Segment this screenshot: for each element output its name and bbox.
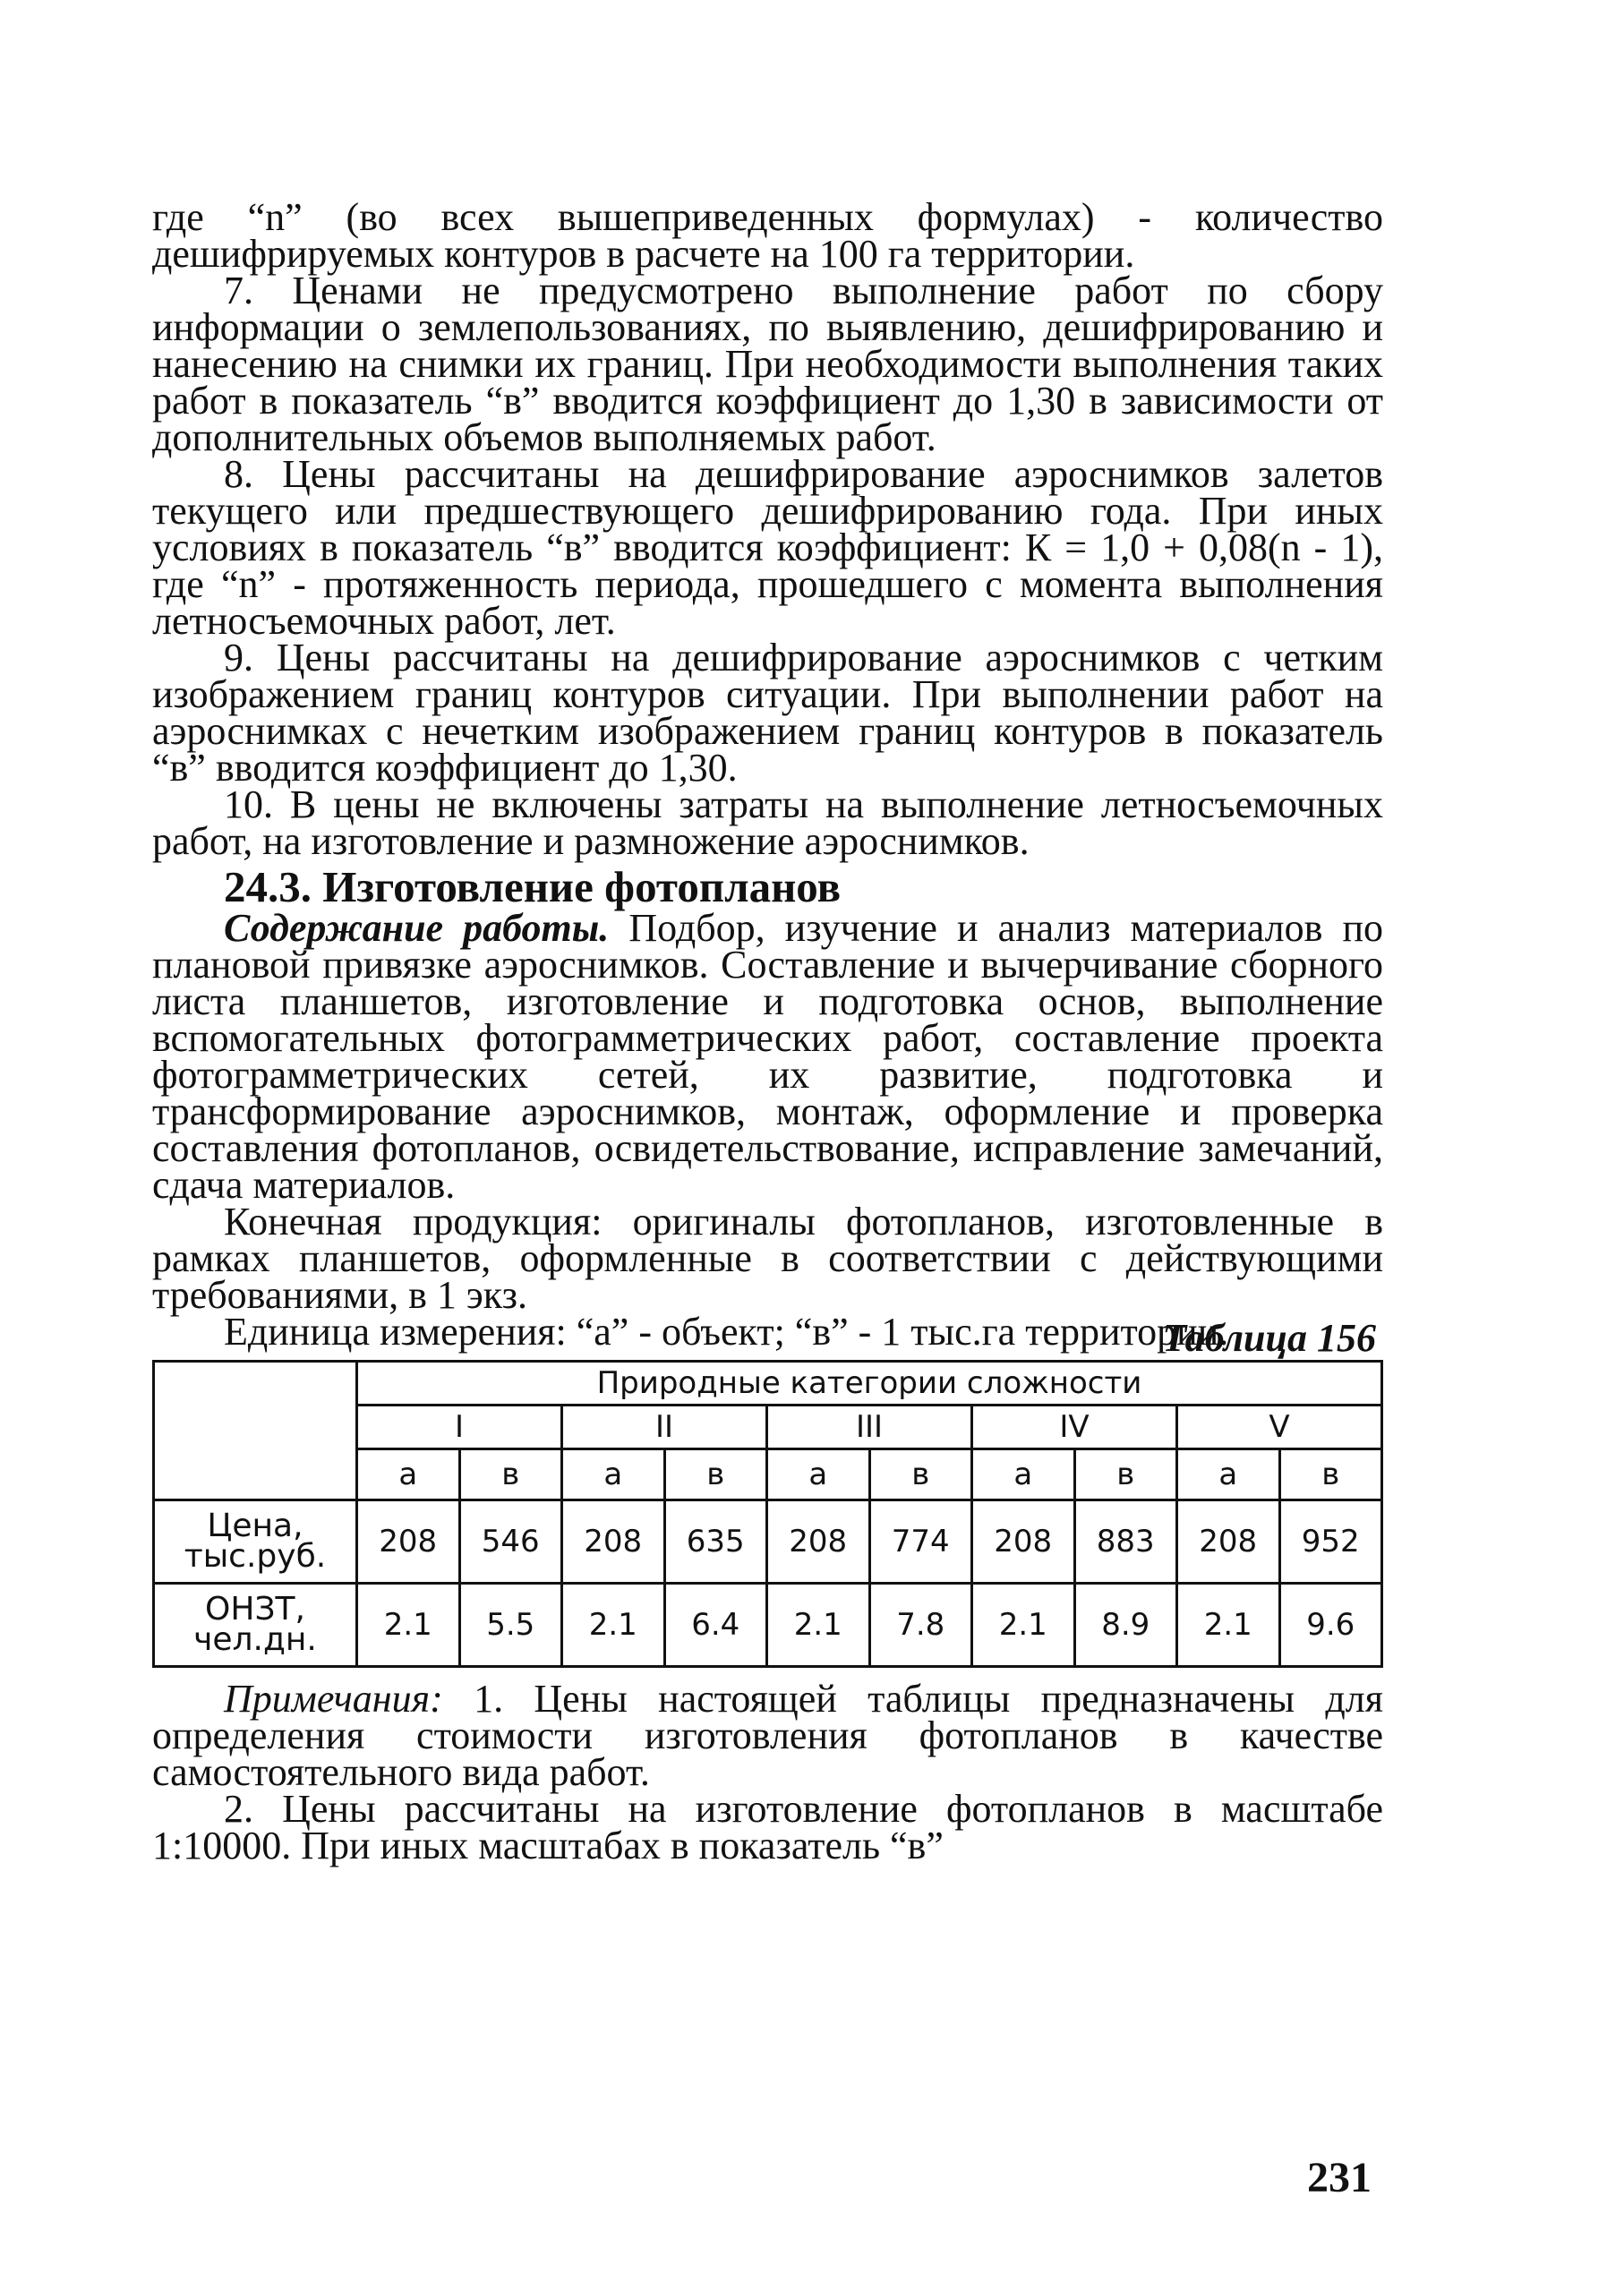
unit-header: а <box>767 1449 870 1500</box>
note-2: 2. Цены рассчитаны на изготовление фотопланов в масштабе 1:10000. При иных масштабах в показатель “в” <box>152 1787 1383 1867</box>
category-header: IV <box>972 1406 1177 1449</box>
table-cell: 208 <box>767 1500 870 1584</box>
table-cell: 2.1 <box>767 1584 870 1667</box>
paragraph-7: 7. Ценами не предусмотрено выполнение работ по сбору информации о землепользованиях, по выявлению, дешифрированию и нанесению на снимки их границ. При необходимости выполнения таких работ в показатель “в” вводится коэффициент до 1,30 в зависимости от дополнительных объемов выполняемых работ. <box>152 269 1383 459</box>
table-cell: 546 <box>459 1500 562 1584</box>
table-cell: 9.6 <box>1279 1584 1382 1667</box>
price-table <box>152 1360 1383 1668</box>
unit-measure-paragraph: Единица измерения: “а” - объект; “в” - 1 тыс.га территории. <box>224 1310 1229 1354</box>
table-cell: 8.9 <box>1074 1584 1177 1667</box>
work-content-text: Подбор, изучение и анализ материалов по плановой привязке аэроснимков. Составление и вычерчивание сборного листа планшетов, изготовление и подготовка основ, выполнение вспомогательных фотограмметрических работ, составление проекта фотограмметрических сетей, их развитие, подготовка и трансформирование аэроснимков, монтаж, оформление и проверка составления фотопланов, освидетельствование, исправление замечаний, сдача материалов. <box>152 906 1383 1207</box>
table-cell: 774 <box>869 1500 972 1584</box>
unit-header: а <box>562 1449 665 1500</box>
table-cell: 2.1 <box>972 1584 1075 1667</box>
table-caption: Таблица 156 <box>1162 1316 1376 1360</box>
unit-header: в <box>1074 1449 1177 1500</box>
category-header: II <box>562 1406 767 1449</box>
row-label: Цена, тыс.руб. <box>154 1500 357 1584</box>
table-title: Природные категории сложности <box>357 1362 1382 1406</box>
paragraph-10: 10. В цены не включены затраты на выполнение летносъемочных работ, на изготовление и размножение аэроснимков. <box>152 782 1383 863</box>
unit-header: в <box>869 1449 972 1500</box>
unit-header: в <box>1279 1449 1382 1500</box>
table-cell: 5.5 <box>459 1584 562 1667</box>
work-content-paragraph <box>152 906 1383 1207</box>
table-cell: 2.1 <box>357 1584 460 1667</box>
table-cell: 208 <box>1177 1500 1280 1584</box>
final-product-paragraph: Конечная продукция: оригиналы фотопланов, изготовленные в рамках планшетов, оформленные в соответствии с действующими требованиями, в 1 экз. <box>152 1200 1383 1317</box>
table-cell: 2.1 <box>1177 1584 1280 1667</box>
notes-lead: Примечания: <box>224 1677 443 1721</box>
table-cell: 635 <box>664 1500 767 1584</box>
text-column <box>152 195 1384 1867</box>
section-heading: 24.3. Изготовление фотопланов <box>224 862 842 911</box>
paragraph-continuation: где “n” (во всех вышеприведенных формулах) - количество дешифрируемых контуров в расчете на 100 га территории. <box>152 195 1384 276</box>
table-row <box>154 1500 1382 1584</box>
table-cell: 6.4 <box>664 1584 767 1667</box>
table-corner-cell <box>154 1362 357 1500</box>
category-header: I <box>357 1406 562 1449</box>
table-cell: 208 <box>357 1500 460 1584</box>
table-row <box>154 1584 1382 1667</box>
paragraph-9: 9. Цены рассчитаны на дешифрирование аэроснимков с четким изображением границ контуров ситуации. При выполнении работ на аэроснимках с нечетким изображением границ контуров в показатель “в” вводится коэффициент до 1,30. <box>152 636 1383 790</box>
paragraph-8: 8. Цены рассчитаны на дешифрирование аэроснимков залетов текущего или предшествующего дешифрированию года. При иных условиях в показатель “в” вводится коэффициент: К = 1,0 + 0,08(n - 1), где “n” - протяженность периода, прошедшего с момента выполнения летносъемочных работ, лет. <box>152 452 1383 643</box>
table-cell: 7.8 <box>869 1584 972 1667</box>
table-cell: 208 <box>562 1500 665 1584</box>
row-label: ОНЗТ, чел.дн. <box>154 1584 357 1667</box>
note-1-text: 1. Цены настоящей таблицы предназначены для определения стоимости изготовления фотопланов в качестве самостоятельного вида работ. <box>152 1677 1383 1794</box>
unit-header: в <box>664 1449 767 1500</box>
unit-header: а <box>357 1449 460 1500</box>
table-cell: 952 <box>1279 1500 1382 1584</box>
unit-header: в <box>459 1449 562 1500</box>
category-header: III <box>767 1406 972 1449</box>
note-1 <box>152 1677 1383 1794</box>
category-header: V <box>1177 1406 1382 1449</box>
unit-header: а <box>972 1449 1075 1500</box>
unit-header: а <box>1177 1449 1280 1500</box>
table-cell: 883 <box>1074 1500 1177 1584</box>
work-content-lead: Содержание работы. <box>224 906 610 950</box>
table-cell: 2.1 <box>562 1584 665 1667</box>
page-number: 231 <box>1307 2154 1372 2201</box>
table-cell: 208 <box>972 1500 1075 1584</box>
